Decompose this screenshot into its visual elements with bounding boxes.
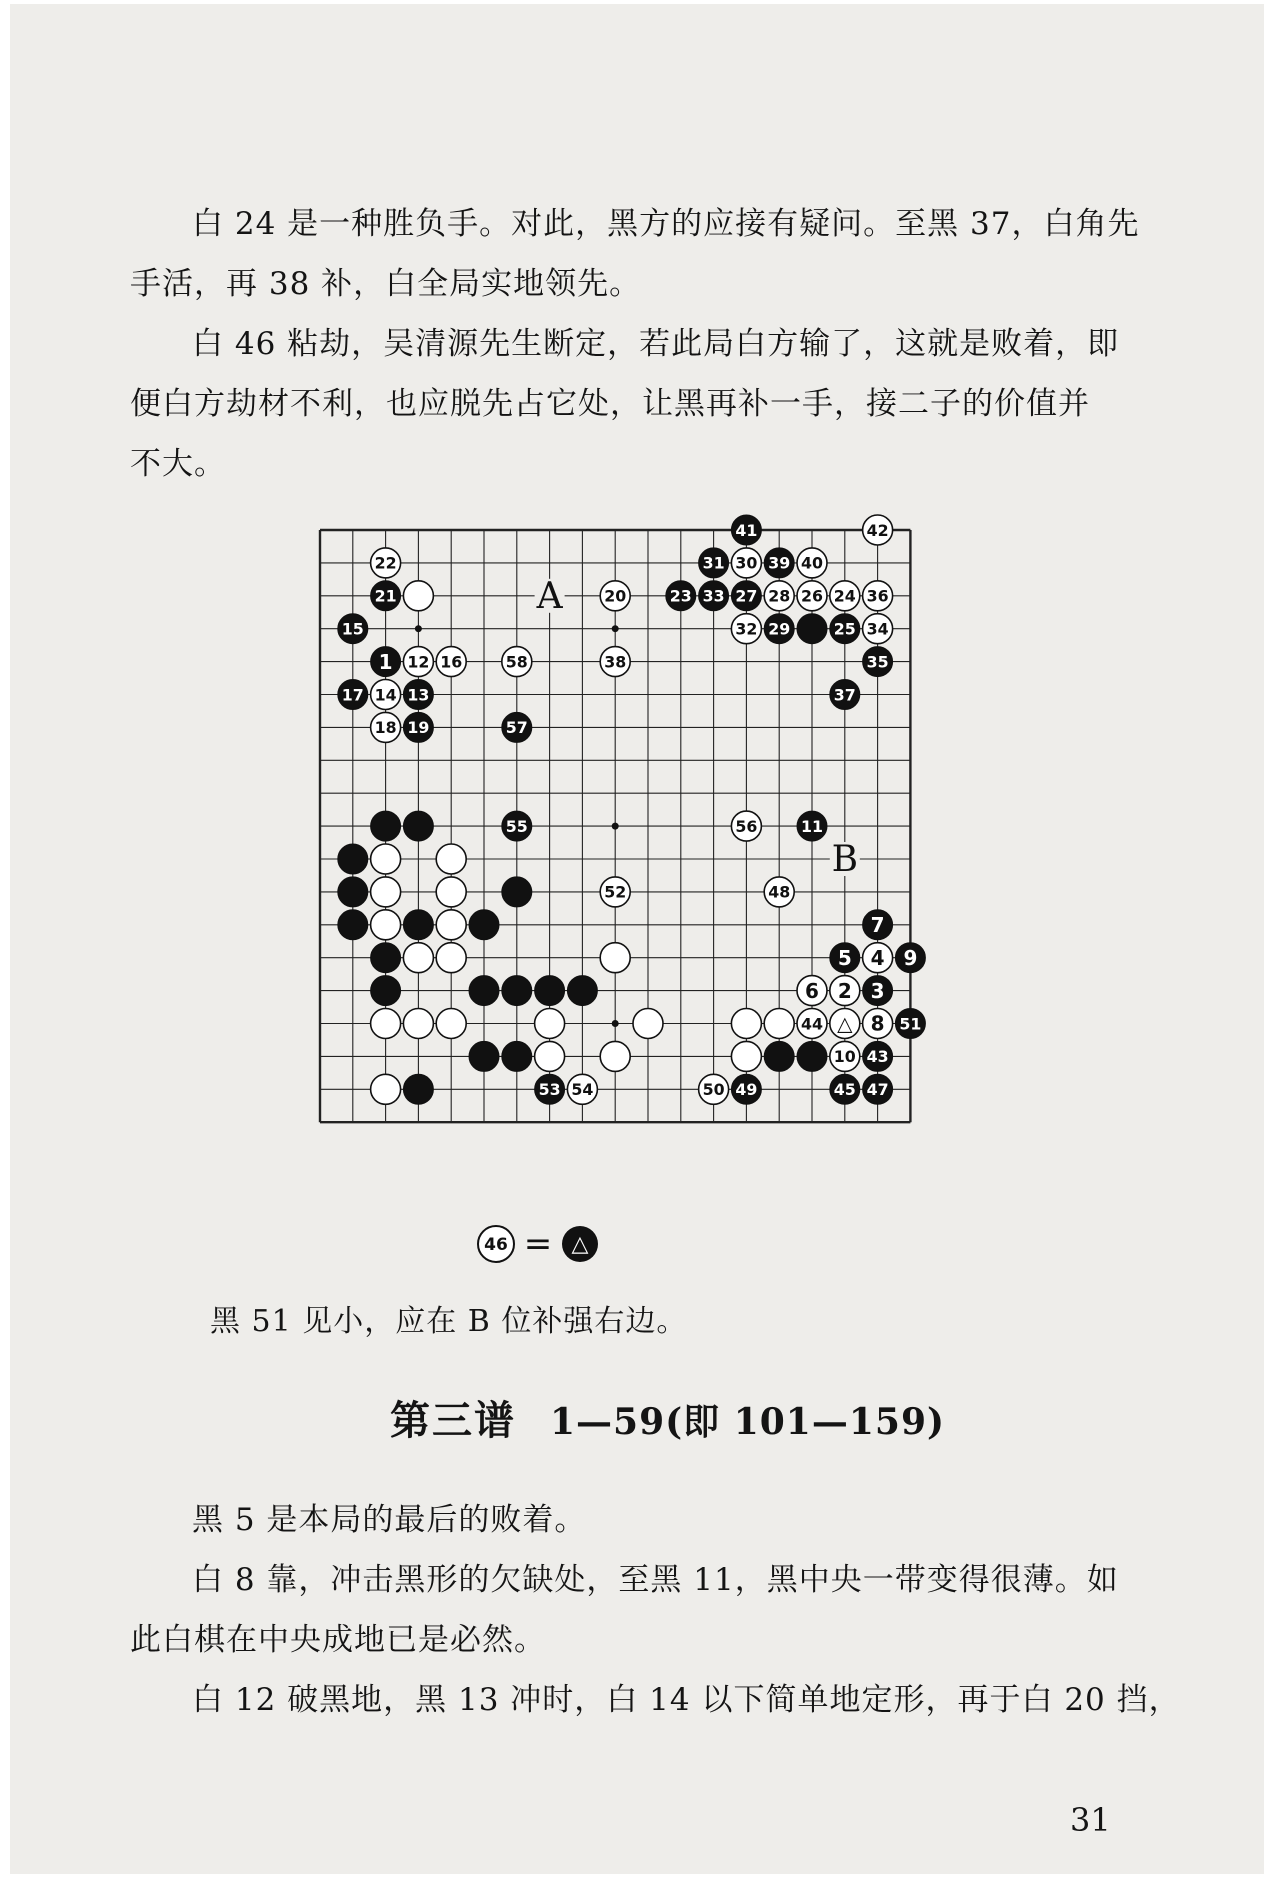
move-number: 42 — [866, 520, 889, 540]
text-line: 黑 5 是本局的最后的败着。 — [192, 1502, 587, 1538]
black-stone — [371, 943, 401, 973]
footnote-equals: = — [523, 1224, 553, 1264]
white-stone — [633, 1009, 663, 1039]
white-stone — [371, 1009, 401, 1039]
black-stone — [338, 844, 368, 874]
move-number: 52 — [604, 882, 627, 902]
black-stone — [502, 1041, 532, 1071]
black-stone — [403, 1074, 433, 1104]
move-number: 15 — [341, 619, 364, 639]
move-number: 26 — [801, 586, 823, 606]
move-number: 43 — [866, 1047, 889, 1067]
move-number: 1 — [378, 649, 393, 674]
heading-title: 第三谱 — [390, 1398, 516, 1444]
black-stone — [502, 976, 532, 1006]
paragraph — [130, 1550, 1140, 1670]
move-number: 27 — [735, 586, 758, 606]
kifu-footnote — [472, 1220, 672, 1268]
white-stone — [535, 1009, 565, 1039]
move-number: 4 — [870, 945, 885, 970]
text-line: 白 12 破黑地，黑 13 冲时，白 14 以下简单地定形，再于白 20 挡， — [192, 1682, 1181, 1718]
black-stone — [567, 976, 597, 1006]
move-number: 28 — [768, 586, 791, 606]
black-stone — [371, 811, 401, 841]
paragraph — [130, 1490, 1140, 1550]
move-number: 56 — [735, 816, 758, 836]
black-stone — [502, 877, 532, 907]
text-line: 白 46 粘劫，吴清源先生断定，若此局白方输了，这就是败着，即 — [192, 326, 1120, 362]
move-number: 40 — [801, 553, 823, 573]
move-number: 6 — [805, 978, 819, 1003]
move-number: 41 — [735, 520, 758, 540]
move-number: 54 — [571, 1080, 594, 1100]
section-heading — [390, 1389, 945, 1446]
move-number: 45 — [833, 1080, 856, 1100]
black-stone — [797, 1041, 827, 1071]
move-number: 19 — [407, 718, 430, 738]
move-number: 48 — [768, 882, 791, 902]
star-point — [612, 625, 619, 632]
board-label-a: A — [536, 575, 563, 617]
text-line: 手活，再 38 补，白全局实地领先。 — [130, 266, 642, 302]
white-stone — [764, 1009, 794, 1039]
move-number: 23 — [669, 586, 692, 606]
white-stone — [371, 877, 401, 907]
move-number: 51 — [899, 1014, 922, 1034]
white-stone — [403, 1009, 433, 1039]
white-stone — [436, 1009, 466, 1039]
move-number: 24 — [833, 586, 856, 606]
move-number: 31 — [702, 553, 725, 573]
white-stone — [403, 943, 433, 973]
white-stone — [371, 844, 401, 874]
heading-range: 1—59(即 101—159) — [550, 1401, 946, 1443]
move-number: 18 — [374, 718, 397, 738]
white-stone — [731, 1009, 761, 1039]
go-board-diagram — [290, 500, 922, 1200]
move-number: 25 — [833, 619, 856, 639]
move-number: 58 — [505, 652, 528, 672]
star-point — [415, 625, 422, 632]
black-stone — [338, 877, 368, 907]
move-number: 13 — [407, 685, 430, 705]
black-stone — [469, 910, 499, 940]
triangle-mark: △ — [837, 1011, 853, 1036]
white-stone — [436, 877, 466, 907]
text-line: 白 24 是一种胜负手。对此，黑方的应接有疑问。至黑 37，白角先 — [192, 206, 1140, 242]
move-number: 21 — [374, 586, 397, 606]
move-number: 50 — [702, 1080, 725, 1100]
move-number: 44 — [801, 1014, 823, 1034]
move-number: 17 — [341, 685, 364, 705]
black-stone — [403, 910, 433, 940]
move-number: 8 — [870, 1011, 885, 1036]
board-label-b: B — [831, 839, 859, 880]
black-stone — [403, 811, 433, 841]
text-line: 白 8 靠，冲击黑形的欠缺处，至黑 11，黑中央一带变得很薄。如 — [192, 1562, 1119, 1598]
white-stone — [600, 943, 630, 973]
move-number: 10 — [833, 1047, 856, 1067]
go-board-svg — [290, 500, 922, 1200]
black-stone — [338, 910, 368, 940]
move-number: 32 — [735, 619, 758, 639]
black-stone — [371, 976, 401, 1006]
diagram-caption: 黑 51 见小，应在 B 位补强右边。 — [210, 1304, 688, 1339]
footnote-triangle-mark: △ — [571, 1232, 589, 1257]
move-number: 22 — [374, 553, 397, 573]
move-number: 53 — [538, 1080, 561, 1100]
move-number: 57 — [505, 718, 528, 738]
black-stone — [764, 1041, 794, 1071]
white-stone — [436, 943, 466, 973]
move-number: 7 — [870, 913, 885, 937]
white-stone — [436, 844, 466, 874]
move-number: 38 — [604, 652, 627, 672]
move-number: 3 — [870, 978, 885, 1003]
star-point — [612, 823, 619, 830]
white-stone — [731, 1041, 761, 1071]
move-number: 29 — [768, 619, 791, 639]
text-line: 不大。 — [130, 446, 226, 482]
move-number: 30 — [735, 553, 758, 573]
white-stone — [371, 910, 401, 940]
white-stone — [600, 1041, 630, 1071]
white-stone — [371, 1074, 401, 1104]
move-number: 35 — [866, 652, 889, 672]
move-number: 37 — [833, 685, 856, 705]
white-stone — [535, 1041, 565, 1071]
text-line: 此白棋在中央成地已是必然。 — [130, 1622, 546, 1658]
black-stone — [797, 614, 827, 644]
move-number: 33 — [702, 586, 725, 606]
move-number: 36 — [866, 586, 889, 606]
book-page — [10, 4, 1264, 1874]
white-stone — [403, 581, 433, 611]
move-number: 49 — [735, 1080, 758, 1100]
move-number: 34 — [866, 619, 889, 639]
paragraph — [130, 1670, 1181, 1730]
move-number: 55 — [505, 816, 528, 836]
move-number: 39 — [768, 553, 791, 573]
paragraph — [130, 314, 1140, 494]
move-number: 2 — [837, 978, 852, 1003]
move-number: 47 — [866, 1080, 889, 1100]
star-point — [612, 1020, 619, 1027]
page-number: 31 — [1070, 1801, 1111, 1839]
footnote-stone-number: 46 — [484, 1235, 508, 1255]
black-stone — [469, 976, 499, 1006]
move-number: 12 — [407, 652, 430, 672]
black-stone — [469, 1041, 499, 1071]
move-number: 14 — [374, 685, 397, 705]
move-number: 5 — [837, 945, 852, 970]
move-number: 9 — [903, 945, 918, 970]
black-stone — [535, 976, 565, 1006]
move-number: 20 — [604, 586, 627, 606]
paragraph — [130, 194, 1140, 314]
white-stone — [436, 910, 466, 940]
move-number: 16 — [440, 652, 463, 672]
move-number: 11 — [801, 816, 823, 836]
text-line: 便白方劫材不利，也应脱先占它处，让黑再补一手，接二子的价值并 — [130, 386, 1090, 422]
